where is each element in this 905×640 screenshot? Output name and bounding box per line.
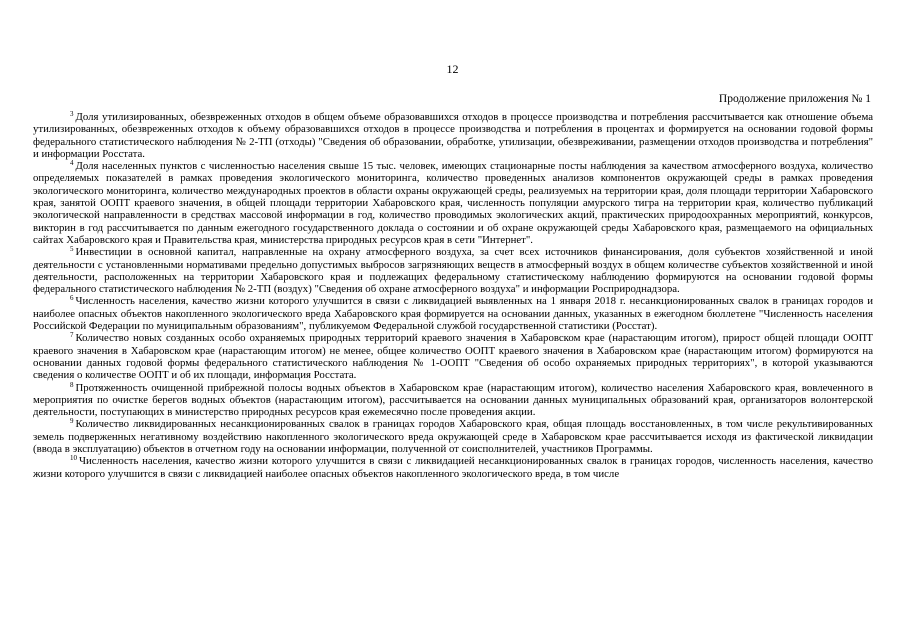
footnote-text: Численность населения, качество жизни которого улучшится в связи с ликвидацией несанкционированных свалок в границах городов, численность населения, качество жизни которого улучшится в связи с ликвидацией наиболее опасных объектов накопленного экологического вреда, в том числе [33, 455, 873, 480]
footnote-text: Доля населенных пунктов с численностью населения свыше 15 тыс. человек, имеющих стационарные посты наблюдения за качеством атмосферного воздуха, количество определяемых показателей в рамках проведения экологического мониторинга, количество проведенных анализов компонентов окружающей среды в рамках проведения экологического мониторинга, количество международных проектов в области охраны окружающей среды, реализуемых на территории края, доля площади территории Хабаровского края, занятой ООПТ краевого значения, в общей площади территории Хабаровского края, численность популяции амурского тигра на территории края, количество публикаций экологической направленности в средствах массовой информации в год, количество проводимых экологических акций, практических природоохранных мероприятий, конкурсов, викторин в год рассчитывается по данным ежегодного государственного доклада о состоянии и об охране окружающей среды Хабаровского края, размещаемого на официальных сайтах Хабаровского края и Правительства края, министерства природных ресурсов края в сети "Интернет". [33, 160, 873, 246]
footnote [33, 246, 873, 295]
footnote-marker: 6 [70, 294, 74, 303]
footnote-marker: 5 [70, 245, 74, 254]
footnotes-body [33, 111, 873, 480]
footnote-marker: 10 [70, 454, 77, 463]
footnote [33, 455, 873, 480]
footnote-marker: 9 [70, 417, 74, 426]
footnote-text: Протяженность очищенной прибрежной полосы водных объектов в Хабаровском крае (нарастающим итогом), количество населения Хабаровского края, вовлеченного в мероприятия по очистке берегов водных объектов (нарастающим итогом), рассчитывается на основании данных муниципальных образований края, организаторов волонтерской деятельности, поступающих в министерство природных ресурсов края ежемесячно после проведения акции. [33, 381, 873, 419]
footnote-marker: 8 [70, 380, 74, 389]
footnote [33, 382, 873, 419]
footnote [33, 332, 873, 381]
footnote-text: Инвестиции в основной капитал, направленные на охрану атмосферного воздуха, за счет всех источников финансирования, доля субъектов хозяйственной и иной деятельности с установленными нормативами предельно допустимых выбросов загрязняющих веществ в атмосферный воздух в общем количестве субъектов хозяйственной и иной деятельности, расположенных на территории Хабаровского края и подлежащих федеральному статистическому наблюдению формируются на основании годовой формы федерального статистического наблюдения № 2-ТП (воздух) "Сведения об охране атмосферного воздуха" и информации Росприроднадзора. [33, 246, 873, 296]
footnote-text: Численность населения, качество жизни которого улучшится в связи с ликвидацией выявленных на 1 января 2018 г. несанкционированных свалок в границах городов и наиболее опасных объектов накопленного экологического вреда Хабаровского края формируется на основании данных, указанных в ежегодном бюллетене "Численность населения Российской Федерации по муниципальным образованиям", публикуемом Федеральной службой государственной статистики (Росстат). [33, 295, 873, 333]
footnote [33, 295, 873, 332]
page-number: 12 [446, 62, 459, 76]
footnote [33, 111, 873, 160]
footnote [33, 160, 873, 246]
footnote-marker: 3 [70, 110, 74, 118]
footnote-text: Количество ликвидированных несанкционированных свалок в границах городов Хабаровского края, общая площадь восстановленных, в том числе рекультивированных земель подверженных негативному воздействию накопленного экологического вреда окружающей среде в Хабаровском крае рассчитывается исходя из фактической ликвидации (ввода в эксплуатацию) объектов в отчетном году на основании информации, полученной от соисполнителей, участников Программы. [33, 418, 873, 456]
footnote-text: Количество новых созданных особо охраняемых природных территорий краевого значения в Хабаровском крае (нарастающим итогом), прирост общей площади ООПТ краевого значения в Хабаровском крае (нарастающим итогом) не менее, общее количество ООПТ краевого значения в Хабаровском крае (нарастающим итогом) формируются на основании данных годовой формы федерального статистического наблюдения № 1-ООПТ "Сведения об особо охраняемых природных территориях", в которой указываются сведения о количестве ООПТ и об их площади, информация Росстата. [33, 332, 873, 382]
footnote-marker: 7 [70, 331, 74, 340]
footnote-marker: 4 [70, 159, 74, 168]
footnote [33, 418, 873, 455]
appendix-continuation-note: Продолжение приложения № 1 [718, 93, 871, 105]
footnote-text: Доля утилизированных, обезвреженных отходов в общем объеме образовавшихся отходов в процессе производства и потребления рассчитывается как отношение объема утилизированных, обезвреженных отходов к объему образовавшихся отходов в процессе производства и потребления в процентах и формируется на основании годовой формы федерального статистического наблюдения № 2-ТП (отходы) "Сведения об образовании, обработке, утилизации, обезвреживании, размещении отходов производства и потребления" и информации Росстата. [33, 111, 873, 160]
